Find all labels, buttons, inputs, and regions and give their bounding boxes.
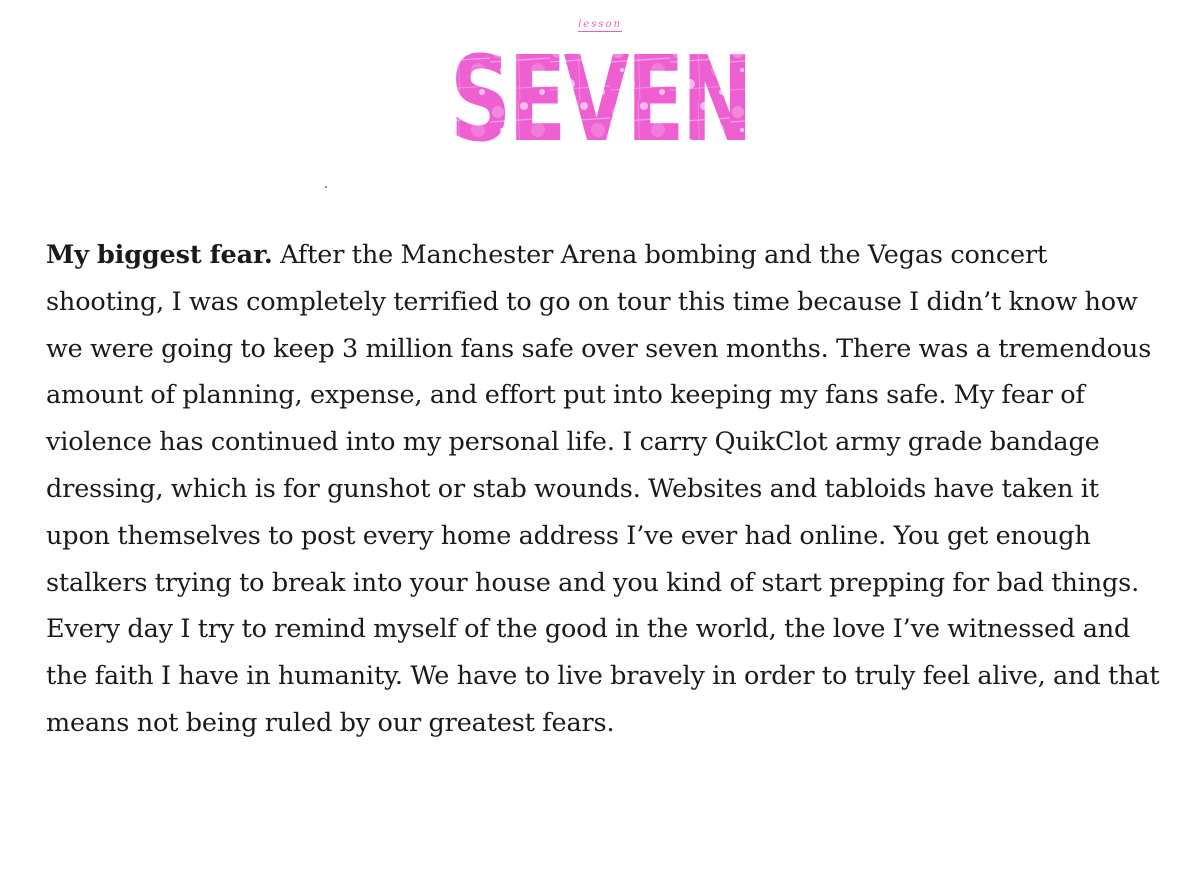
- article-paragraph: [46, 232, 1170, 747]
- divider-dot: [325, 186, 327, 188]
- lesson-eyebrow-label: lesson: [578, 19, 622, 30]
- article-lead: My biggest fear.: [46, 240, 273, 270]
- lesson-eyebrow: [0, 19, 1200, 30]
- lesson-title-text: SEVEN: [450, 30, 750, 168]
- lesson-title: [430, 30, 770, 168]
- lesson-header: [0, 0, 1200, 168]
- article-body: After the Manchester Arena bombing and the Vegas concert shooting, I was completely terrified to go on tour this time because I didn’t know how we were going to keep 3 million fans safe over seven months. There was a tremendous amount of planning, expense, and effort put into keeping my fans safe. My fear of violence has continued into my personal life. I carry QuikClot army grade bandage dressing, which is for gunshot or stab wounds. Websites and tabloids have taken it upon themselves to post every home address I’ve ever had online. You get enough stalkers trying to break into your house and you kind of start prepping for bad things. Every day I try to remind myself of the good in the world, the love I’ve witnessed and the faith I have in humanity. We have to live bravely in order to truly feel alive, and that means not being ruled by our greatest fears.: [46, 240, 1160, 738]
